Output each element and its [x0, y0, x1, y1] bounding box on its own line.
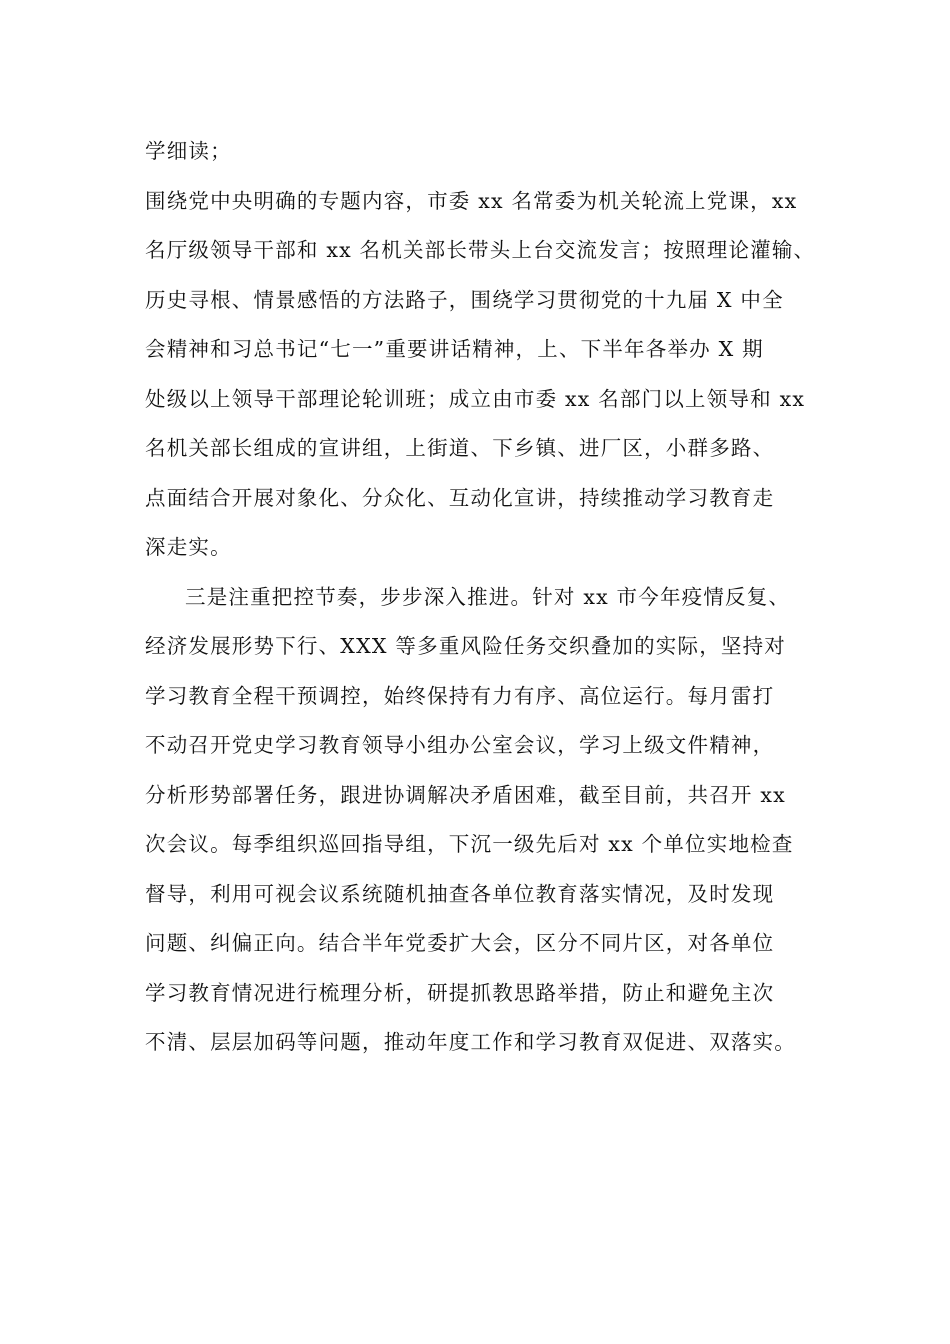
text-line: 会精神和习总书记“七一”重要讲话精神，上、下半年各举办 X 期 — [145, 337, 764, 361]
text-line: 历史寻根、情景感悟的方法路子，围绕学习贯彻党的十九届 X 中全 — [145, 287, 784, 312]
body-text — [145, 127, 845, 1068]
text-line: 分析形势部署任务，跟进协调解决矛盾困难，截至目前，共召开 xx — [145, 782, 786, 807]
text-line: 名厅级领导干部和 xx 名机关部长带头上台交流发言；按照理论灌输、 — [145, 238, 816, 262]
text-line: 次会议。每季组织巡回指导组，下沉一级先后对 xx 个单位实地检查 — [145, 832, 794, 856]
text-line: 名机关部长组成的宣讲组，上街道、下乡镇、进厂区，小群多路、 — [145, 436, 775, 460]
text-line: 不动召开党史学习教育领导小组办公室会议，学习上级文件精神， — [145, 733, 775, 757]
paragraph-start-line: 三是注重把控节奏，步步深入推进。针对 xx 市今年疫情反复、 — [185, 584, 791, 609]
text-line: 点面结合开展对象化、分众化、互动化宣讲，持续推动学习教育走 — [145, 485, 775, 510]
text-line: 问题、纠偏正向。结合半年党委扩大会，区分不同片区，对各单位 — [145, 931, 775, 955]
text-line: 围绕党中央明确的专题内容，市委 xx 名常委为机关轮流上党课，xx — [145, 188, 798, 213]
text-line: 深走实。 — [145, 535, 232, 559]
text-line: 不清、层层加码等问题，推动年度工作和学习教育双促进、双落实。 — [145, 1030, 796, 1054]
text-line: 处级以上领导干部理论轮训班；成立由市委 xx 名部门以上领导和 xx — [145, 386, 806, 411]
text-line: 经济发展形势下行、XXX 等多重风险任务交织叠加的实际，坚持对 — [145, 634, 786, 658]
text-line: 学习教育情况进行梳理分析，研提抓教思路举措，防止和避免主次 — [145, 980, 775, 1005]
text-line: 学习教育全程干预调控，始终保持有力有序、高位运行。每月雷打 — [145, 683, 775, 708]
text-line: 学细读； — [145, 139, 232, 163]
text-line: 督导，利用可视会议系统随机抽查各单位教育落实情况，及时发现 — [145, 881, 775, 906]
